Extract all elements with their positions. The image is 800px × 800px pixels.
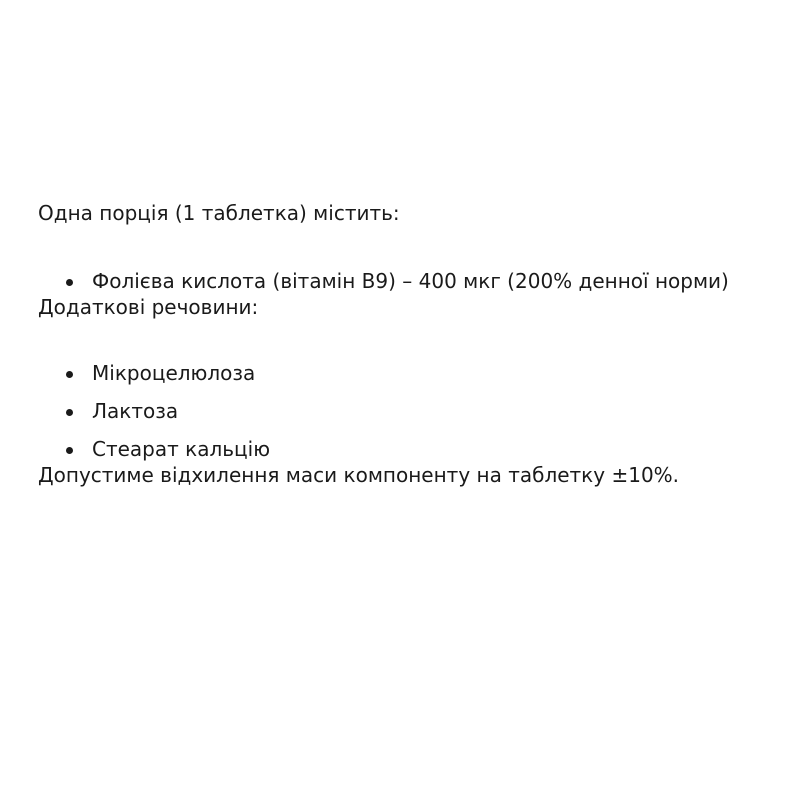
additives-heading: Додаткові речовини:: [38, 295, 259, 319]
list-item: [38, 436, 778, 462]
list-item-text: Мікроцелюлоза: [92, 361, 256, 385]
list-item: [38, 360, 778, 386]
bullet-icon: [66, 447, 73, 454]
serving-intro: Одна порція (1 таблетка) містить:: [38, 201, 400, 225]
list-item-text: Фолієва кислота (вітамін В9) – 400 мкг (200% денної норми): [92, 269, 729, 293]
list-item-text: Стеарат кальцію: [92, 437, 271, 461]
additives-list: [38, 360, 778, 462]
tolerance-note: Допустиме відхилення маси компоненту на таблетку ±10%.: [38, 463, 680, 487]
list-item-text: Лактоза: [92, 399, 179, 423]
composition-list: [38, 268, 778, 294]
product-composition: [38, 200, 778, 488]
bullet-icon: [66, 409, 73, 416]
list-item: [38, 268, 778, 294]
bullet-icon: [66, 279, 73, 286]
list-item: [38, 398, 778, 424]
bullet-icon: [66, 371, 73, 378]
